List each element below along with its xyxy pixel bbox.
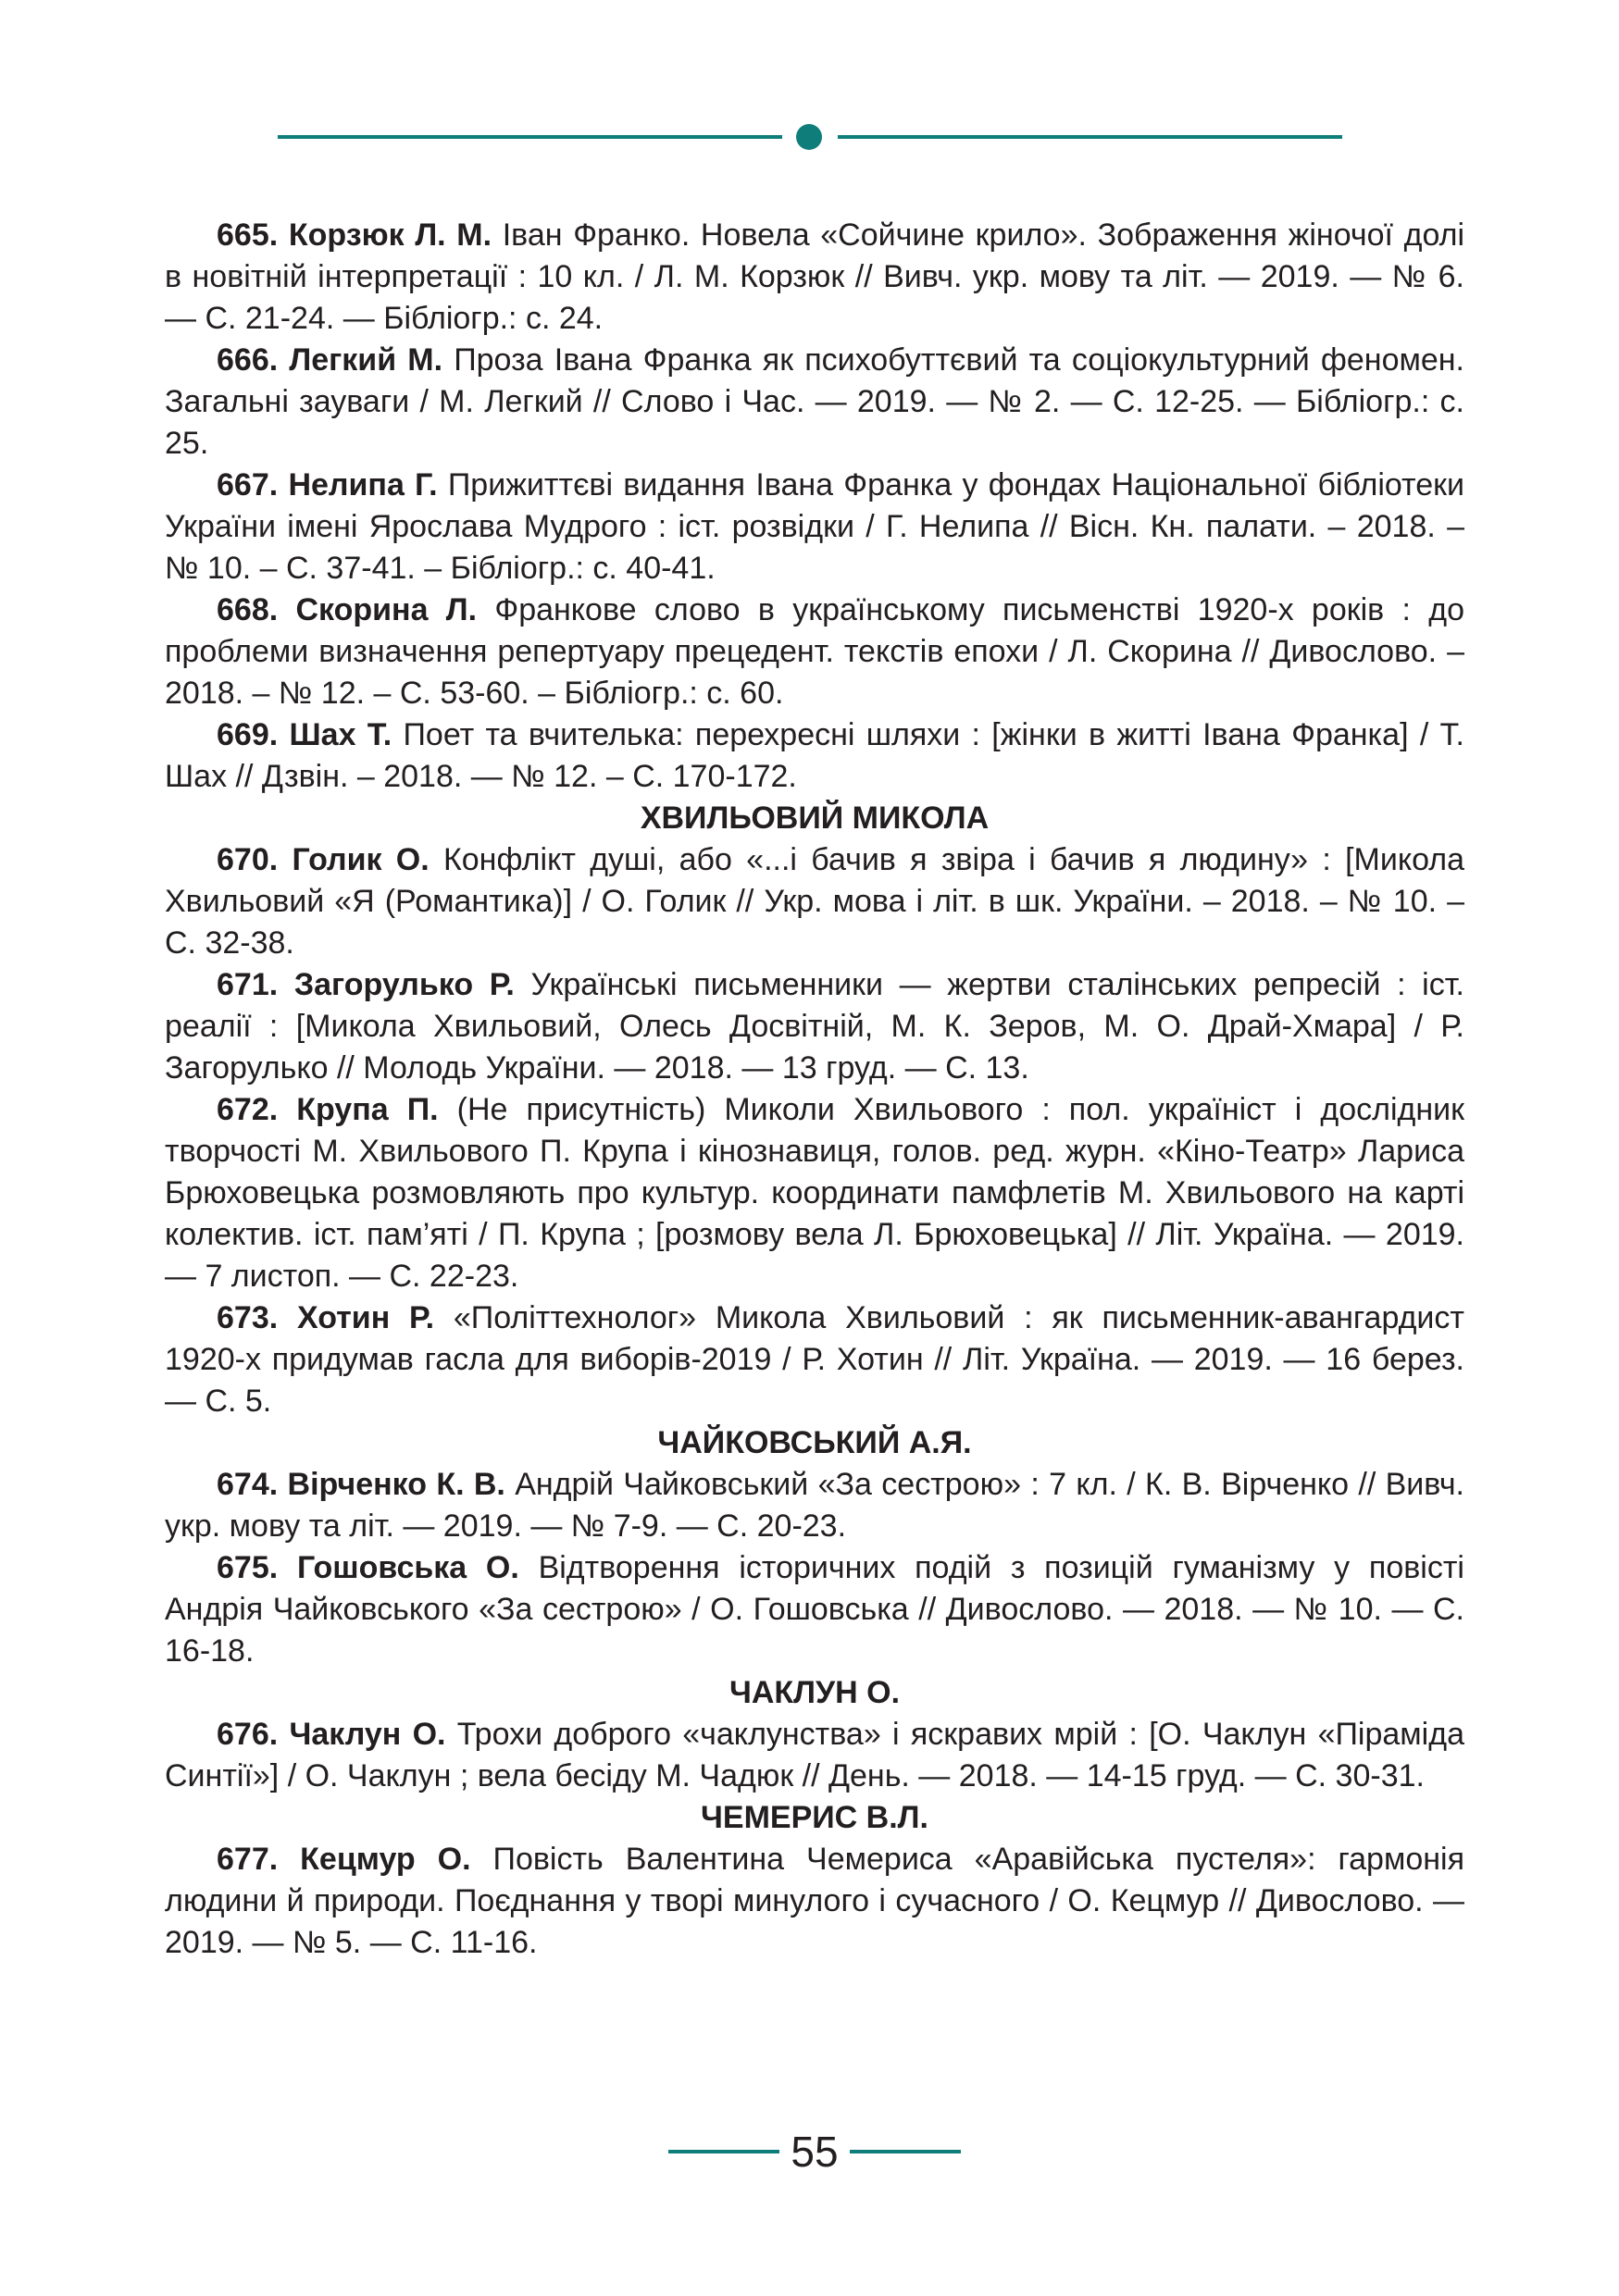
- entry-author: Загорулько Р.: [293, 967, 515, 1002]
- entry-number: 666.: [217, 342, 279, 378]
- entry-text: Повість Валентина Чемериса «Аравійська пустеля»: гармонія людини й природи. Поєднання у творі минулого і сучасного / О. Кецмур // Дивослово. — 2019. — № 5. — С. 11-16.: [165, 1842, 1464, 1960]
- entry-text: Андрій Чайковський «За сестрою» : 7 кл. / К. В. Вірченко // Вивч. укр. мову та літ. — 2019. — № 7-9. — С. 20-23.: [165, 1467, 1464, 1544]
- entry-number: 673.: [217, 1300, 279, 1335]
- entry-author: Гошовська О.: [296, 1550, 519, 1585]
- page-footer: [0, 2124, 1619, 2179]
- bibliography-entry: [165, 465, 1464, 590]
- entry-author: Кецмур О.: [300, 1842, 471, 1877]
- entry-text: (Не присутність) Миколи Хвильового : пол. україніст і дослідник творчості М. Хвильового П. Крупа і кінознавиця, голов. ред. журн. «Кіно-Театр» Лариса Брюховецька розмовляють про культур. координати памфлетів М. Хвильового на карті колектив. іст. пам’яті / П. Крупа ; [розмову вела Л. Брюховецька] // Літ. Україна. — 2019. — 7 листоп. — С. 22-23.: [165, 1092, 1464, 1294]
- header-ornament: [278, 120, 1342, 154]
- section-heading: ЧАЙКОВСЬКИЙ А.Я.: [657, 1425, 972, 1460]
- entry-author: Крупа П.: [296, 1092, 439, 1127]
- entry-text: Відтворення історичних подій з позицій гуманізму у повісті Андрія Чайковського «За сестрою» / О. Гошовська // Дивослово. — 2018. — № 10. — С. 16-18.: [165, 1550, 1464, 1669]
- entry-number: 674.: [217, 1467, 279, 1502]
- entry-text: Трохи доброго «чаклунства» і яскравих мрій : [О. Чаклун «Піраміда Синтії»] / О. Чаклун ; вела бесіду М. Чадюк // День. — 2018. — 14-15 груд. — С. 30-31.: [165, 1717, 1464, 1793]
- page-number: 55: [791, 2128, 839, 2176]
- entry-text: Українські письменники — жертви сталінських репресій : іст. реалії : [Микола Хвильовий, Олесь Досвітній, М. К. Зеров, М. О. Драй-Хмара] / Р. Загорулько // Молодь України. — 2018. — 13 груд. — С. 13.: [165, 967, 1464, 1086]
- entry-number: 677.: [217, 1842, 279, 1877]
- bibliography-entry: [165, 215, 1464, 340]
- header-rule-right: [838, 135, 1342, 139]
- entry-author: Легкий М.: [289, 342, 443, 378]
- entry-text: «Політтехнолог» Микола Хвильовий : як письменник-авангардист 1920-х придумав гасла для виборів-2019 / Р. Хотин // Літ. Україна. — 2019. — 16 берез. — С. 5.: [165, 1300, 1464, 1419]
- entry-author: Корзюк Л. М.: [288, 217, 492, 253]
- bibliography-entry: [165, 1714, 1464, 1797]
- section-heading: ХВИЛЬОВИЙ МИКОЛА: [640, 800, 990, 836]
- entry-author: Вірченко К. В.: [287, 1467, 505, 1502]
- section-heading: ЧЕМЕРИС В.Л.: [701, 1800, 928, 1835]
- entry-number: 670.: [217, 842, 279, 877]
- bibliography-entry: [165, 1464, 1464, 1547]
- entry-number: 667.: [217, 467, 279, 503]
- entry-number: 676.: [217, 1717, 279, 1752]
- bibliography-entry: [165, 340, 1464, 465]
- bibliography-entry: [165, 1547, 1464, 1672]
- entry-text: Іван Франко. Новела «Сойчине крило». Зображення жіночої долі в новітній інтерпретації : 10 кл. / Л. М. Корзюк // Вивч. укр. мову та літ. — 2019. — № 6. — С. 21-24. — Бібліогр.: с. 24.: [165, 217, 1464, 336]
- bibliography-entry: [165, 1089, 1464, 1297]
- entry-number: 665.: [217, 217, 279, 253]
- entry-text: Проза Івана Франка як психобуттєвий та соціокультурний феномен. Загальні зауваги / М. Легкий // Слово і Час. — 2019. — № 2. — С. 12-25. — Бібліогр.: с. 25.: [165, 342, 1464, 461]
- entry-number: 675.: [217, 1550, 279, 1585]
- header-rule-left: [278, 135, 782, 139]
- section-heading: ЧАКЛУН О.: [729, 1675, 901, 1710]
- entry-number: 671.: [217, 967, 279, 1002]
- entry-text: Прижиттєві видання Івана Франка у фондах Національної бібліотеки України імені Ярослава Мудрого : іст. розвідки / Г. Нелипа // Вісн. Кн. палати. – 2018. – № 10. – С. 37-41. – Бібліогр.: с. 40-41.: [165, 467, 1464, 586]
- bibliography-entry: [165, 964, 1464, 1089]
- entry-number: 668.: [217, 592, 279, 627]
- entry-author: Нелипа Г.: [288, 467, 438, 503]
- bibliography-entry: [165, 714, 1464, 798]
- bibliography-entry: [165, 590, 1464, 714]
- entry-text: Франкове слово в українському письменстві 1920-х років : до проблеми визначення репертуару прецедент. текстів епохи / Л. Скорина // Дивослово. – 2018. – № 12. – С. 53-60. – Бібліогр.: с. 60.: [165, 592, 1464, 711]
- header-dot-icon: [796, 124, 822, 150]
- entry-text: Поет та вчителька: перехресні шляхи : [жінки в житті Івана Франка] / Т. Шах // Дзвін. – 2018. — № 12. – С. 170-172.: [165, 717, 1465, 794]
- entry-author: Голик О.: [292, 842, 430, 877]
- footer-rule-left: [668, 2150, 779, 2153]
- entry-author: Хотин Р.: [296, 1300, 435, 1335]
- bibliography-content: [165, 215, 1464, 1964]
- entry-text: Конфлікт душі, або «...і бачив я звіра і бачив я людину» : [Микола Хвильовий «Я (Романтика)] / О. Голик // Укр. мова і літ. в шк. України. – 2018. – № 10. – С. 32-38.: [165, 842, 1465, 961]
- bibliography-entry: [165, 839, 1464, 964]
- entry-author: Чаклун О.: [289, 1717, 446, 1752]
- entry-number: 672.: [217, 1092, 279, 1127]
- entry-author: Шах Т.: [289, 717, 392, 752]
- bibliography-entry: [165, 1839, 1464, 1964]
- entry-number: 669.: [217, 717, 279, 752]
- entry-author: Скорина Л.: [295, 592, 478, 627]
- bibliography-entry: [165, 1297, 1464, 1422]
- footer-rule-right: [850, 2150, 961, 2153]
